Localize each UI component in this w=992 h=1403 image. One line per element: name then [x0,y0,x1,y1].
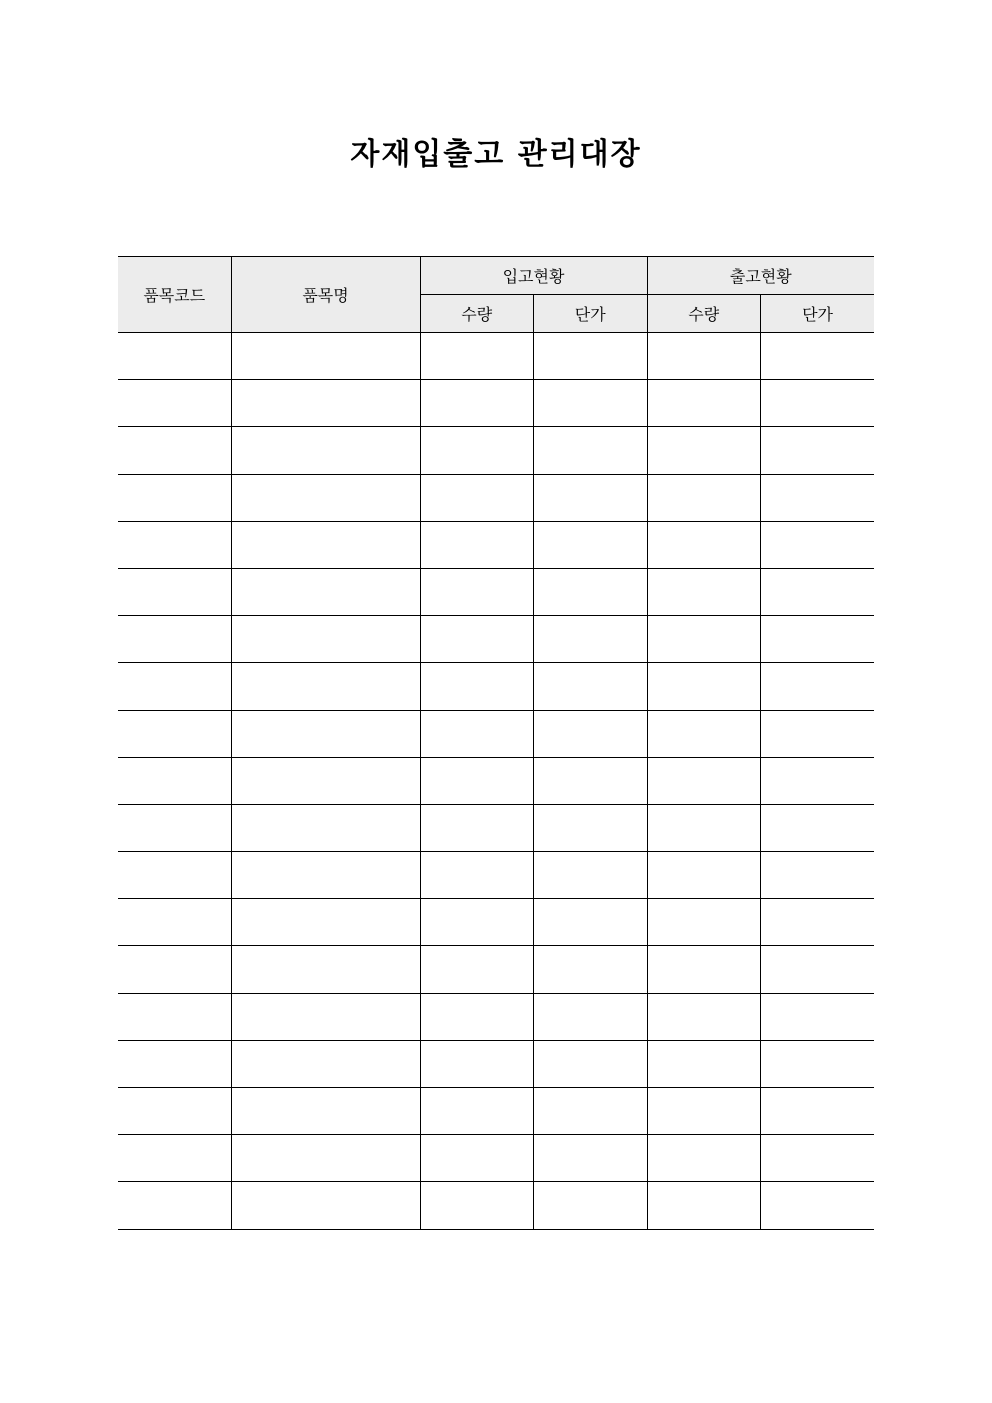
table-row [118,710,874,757]
cell-shipping-qty[interactable] [647,1088,761,1135]
header-receiving-qty: 수량 [420,295,534,333]
cell-shipping-qty[interactable] [647,1182,761,1229]
cell-shipping-qty[interactable] [647,663,761,710]
cell-shipping-qty[interactable] [647,521,761,568]
cell-item-name[interactable] [231,521,420,568]
header-shipping-price: 단가 [761,295,875,333]
cell-item-name[interactable] [231,568,420,615]
cell-receiving-qty[interactable] [420,852,534,899]
cell-receiving-qty[interactable] [420,757,534,804]
table-row [118,474,874,521]
cell-receiving-price[interactable] [534,427,648,474]
cell-receiving-qty[interactable] [420,427,534,474]
table-row [118,1182,874,1229]
cell-shipping-qty[interactable] [647,568,761,615]
cell-shipping-price[interactable] [761,852,875,899]
cell-receiving-qty[interactable] [420,899,534,946]
table-row [118,380,874,427]
table-row [118,333,874,380]
cell-receiving-price[interactable] [534,1040,648,1087]
cell-receiving-price[interactable] [534,852,648,899]
cell-receiving-price[interactable] [534,663,648,710]
cell-item-code[interactable] [118,474,231,521]
cell-shipping-price[interactable] [761,946,875,993]
table-row [118,852,874,899]
cell-item-code[interactable] [118,1088,231,1135]
cell-shipping-price[interactable] [761,804,875,851]
cell-receiving-qty[interactable] [420,1040,534,1087]
cell-item-code[interactable] [118,380,231,427]
cell-shipping-qty[interactable] [647,757,761,804]
cell-receiving-price[interactable] [534,993,648,1040]
cell-shipping-price[interactable] [761,568,875,615]
cell-shipping-qty[interactable] [647,616,761,663]
cell-item-name[interactable] [231,616,420,663]
table-row [118,1135,874,1182]
cell-shipping-price[interactable] [761,333,875,380]
table-body [118,333,874,1230]
table-row [118,899,874,946]
cell-shipping-qty[interactable] [647,804,761,851]
cell-item-code[interactable] [118,946,231,993]
table-row [118,993,874,1040]
cell-receiving-price[interactable] [534,568,648,615]
cell-shipping-qty[interactable] [647,899,761,946]
material-ledger-table [118,256,874,1230]
cell-item-code[interactable] [118,1182,231,1229]
cell-shipping-price[interactable] [761,1182,875,1229]
cell-receiving-price[interactable] [534,380,648,427]
header-shipping-qty: 수량 [647,295,761,333]
cell-receiving-price[interactable] [534,710,648,757]
cell-receiving-qty[interactable] [420,521,534,568]
cell-item-name[interactable] [231,852,420,899]
cell-shipping-qty[interactable] [647,993,761,1040]
cell-receiving-price[interactable] [534,757,648,804]
cell-receiving-price[interactable] [534,1088,648,1135]
cell-shipping-price[interactable] [761,757,875,804]
header-row-top [118,257,874,295]
cell-shipping-price[interactable] [761,993,875,1040]
cell-receiving-qty[interactable] [420,663,534,710]
cell-shipping-qty[interactable] [647,1040,761,1087]
cell-item-name[interactable] [231,946,420,993]
cell-item-code[interactable] [118,899,231,946]
cell-item-name[interactable] [231,804,420,851]
cell-receiving-price[interactable] [534,521,648,568]
table-row [118,757,874,804]
cell-shipping-price[interactable] [761,474,875,521]
cell-item-name[interactable] [231,710,420,757]
table-row [118,804,874,851]
cell-item-code[interactable] [118,804,231,851]
cell-receiving-price[interactable] [534,899,648,946]
cell-receiving-qty[interactable] [420,568,534,615]
cell-receiving-qty[interactable] [420,380,534,427]
cell-shipping-qty[interactable] [647,333,761,380]
cell-item-name[interactable] [231,333,420,380]
cell-receiving-qty[interactable] [420,1088,534,1135]
table-row [118,568,874,615]
header-receiving-price: 단가 [534,295,648,333]
cell-receiving-qty[interactable] [420,616,534,663]
cell-receiving-qty[interactable] [420,333,534,380]
table-header [118,257,874,333]
cell-item-name[interactable] [231,427,420,474]
cell-shipping-price[interactable] [761,1040,875,1087]
header-shipping-group: 출고현황 [647,257,874,295]
cell-item-code[interactable] [118,757,231,804]
cell-item-name[interactable] [231,663,420,710]
cell-item-code[interactable] [118,568,231,615]
header-item-name: 품목명 [231,257,420,333]
table-row [118,946,874,993]
table-row [118,427,874,474]
cell-item-code[interactable] [118,663,231,710]
cell-item-code[interactable] [118,710,231,757]
cell-receiving-qty[interactable] [420,1135,534,1182]
cell-shipping-price[interactable] [761,380,875,427]
cell-receiving-price[interactable] [534,804,648,851]
cell-item-name[interactable] [231,993,420,1040]
cell-item-code[interactable] [118,852,231,899]
cell-receiving-price[interactable] [534,616,648,663]
cell-item-code[interactable] [118,1040,231,1087]
cell-receiving-qty[interactable] [420,993,534,1040]
cell-item-name[interactable] [231,757,420,804]
cell-receiving-qty[interactable] [420,1182,534,1229]
header-receiving-group: 입고현황 [420,257,647,295]
cell-shipping-price[interactable] [761,899,875,946]
cell-item-name[interactable] [231,380,420,427]
cell-shipping-qty[interactable] [647,710,761,757]
cell-shipping-qty[interactable] [647,1135,761,1182]
cell-item-code[interactable] [118,616,231,663]
cell-receiving-price[interactable] [534,333,648,380]
cell-receiving-price[interactable] [534,1182,648,1229]
table-row [118,1040,874,1087]
cell-item-name[interactable] [231,1088,420,1135]
cell-item-name[interactable] [231,1135,420,1182]
document-title: 자재입출고 관리대장 [350,137,642,172]
table-row [118,521,874,568]
table-row [118,1088,874,1135]
cell-shipping-price[interactable] [761,710,875,757]
cell-shipping-qty[interactable] [647,852,761,899]
cell-receiving-qty[interactable] [420,804,534,851]
cell-item-name[interactable] [231,899,420,946]
cell-item-name[interactable] [231,1040,420,1087]
cell-shipping-price[interactable] [761,1135,875,1182]
cell-shipping-qty[interactable] [647,380,761,427]
cell-shipping-price[interactable] [761,1088,875,1135]
cell-receiving-price[interactable] [534,1135,648,1182]
cell-receiving-price[interactable] [534,946,648,993]
cell-receiving-price[interactable] [534,474,648,521]
cell-shipping-qty[interactable] [647,427,761,474]
cell-receiving-qty[interactable] [420,710,534,757]
header-item-code: 품목코드 [118,257,231,333]
table-row [118,663,874,710]
table-row [118,616,874,663]
cell-shipping-qty[interactable] [647,474,761,521]
cell-receiving-qty[interactable] [420,946,534,993]
cell-shipping-price[interactable] [761,427,875,474]
cell-item-code[interactable] [118,427,231,474]
cell-item-code[interactable] [118,521,231,568]
cell-item-name[interactable] [231,1182,420,1229]
cell-receiving-qty[interactable] [420,474,534,521]
cell-item-code[interactable] [118,993,231,1040]
cell-shipping-price[interactable] [761,663,875,710]
cell-item-name[interactable] [231,474,420,521]
cell-item-code[interactable] [118,1135,231,1182]
cell-shipping-price[interactable] [761,521,875,568]
cell-shipping-qty[interactable] [647,946,761,993]
cell-item-code[interactable] [118,333,231,380]
cell-shipping-price[interactable] [761,616,875,663]
